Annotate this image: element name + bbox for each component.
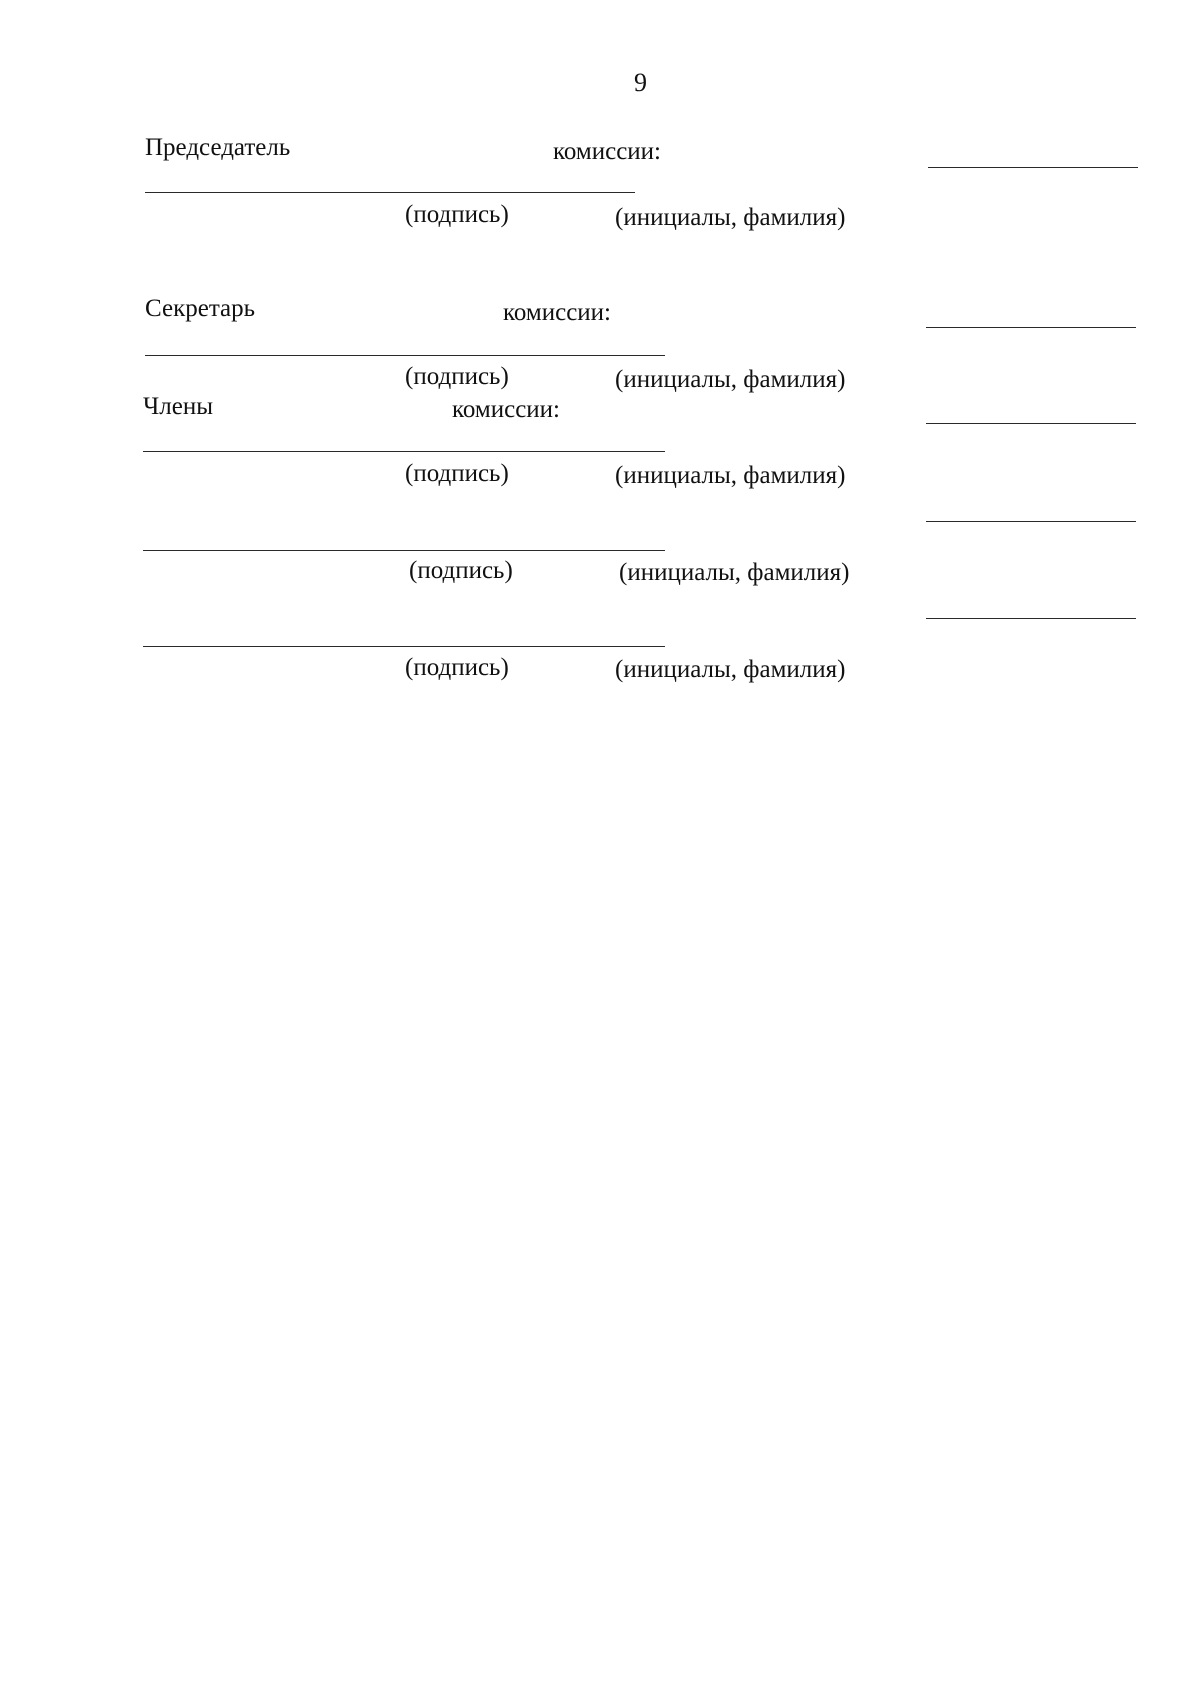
chairman-commission-label: комиссии: — [553, 138, 661, 165]
page-number: 9 — [634, 68, 647, 97]
secretary-commission-label: комиссии: — [503, 299, 611, 326]
member-3-signature-line — [143, 646, 665, 647]
chairman-name-caption: (инициалы, фамилия) — [615, 204, 846, 231]
member-2-signature-line — [143, 550, 665, 551]
chairman-name-line — [928, 167, 1138, 168]
secretary-role-label: Секретарь — [145, 295, 256, 322]
secretary-name-caption: (инициалы, фамилия) — [615, 366, 846, 393]
member-1-signature-line — [143, 451, 665, 452]
chairman-signature-caption: (подпись) — [405, 201, 509, 228]
secretary-signature-line — [145, 355, 665, 356]
member-3-signature-caption: (подпись) — [405, 654, 509, 681]
chairman-signature-line — [145, 192, 635, 193]
chairman-role-label: Председатель — [145, 134, 291, 161]
member-2-name-line — [926, 521, 1136, 522]
member-1-name-line — [926, 423, 1136, 424]
member-2-signature-caption: (подпись) — [409, 557, 513, 584]
member-3-name-caption: (инициалы, фамилия) — [615, 656, 846, 683]
member-2-name-caption: (инициалы, фамилия) — [619, 559, 850, 586]
secretary-signature-caption: (подпись) — [405, 363, 509, 390]
members-commission-label: комиссии: — [452, 396, 560, 423]
member-1-signature-caption: (подпись) — [405, 460, 509, 487]
members-role-label: Члены — [143, 393, 213, 420]
secretary-name-line — [926, 327, 1136, 328]
member-1-name-caption: (инициалы, фамилия) — [615, 462, 846, 489]
member-3-name-line — [926, 618, 1136, 619]
